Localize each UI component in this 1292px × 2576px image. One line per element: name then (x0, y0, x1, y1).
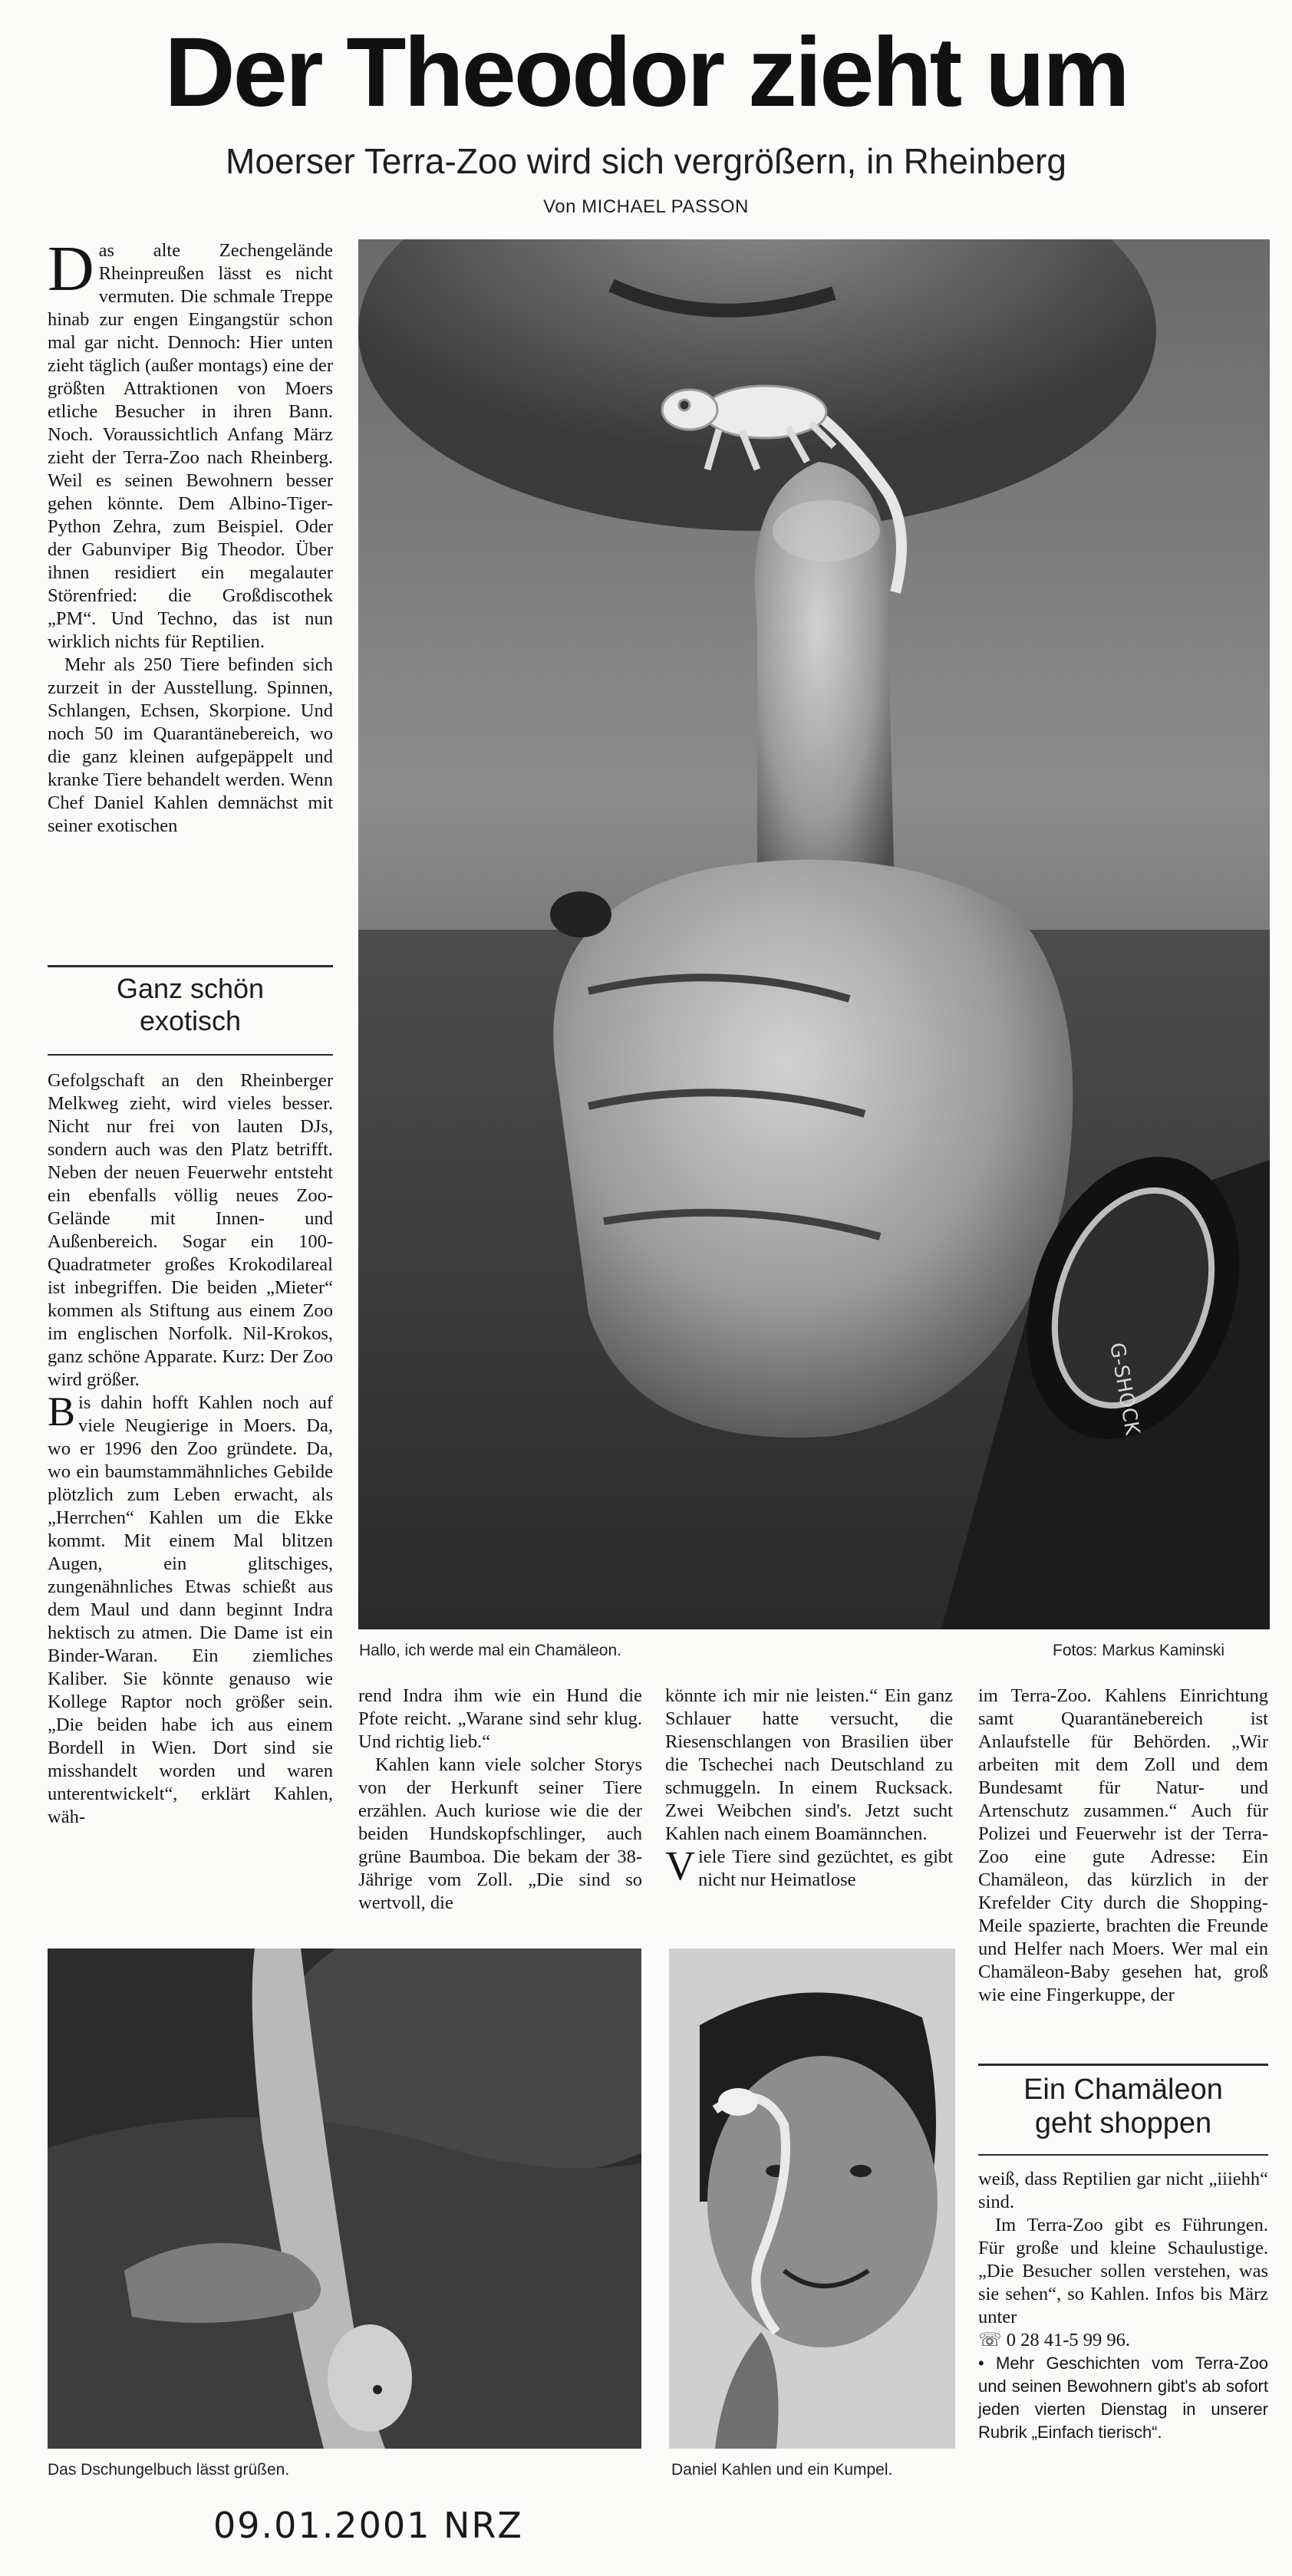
phone-number: ☏ 0 28 41-5 99 96. (978, 2330, 1131, 2350)
main-photo (358, 239, 1270, 1629)
watch-brand-label: G-SHOCK (1105, 1341, 1144, 1437)
paragraph: Im Terra-Zoo gibt es Führungen. Für große und kleine Schaulustige. „Die Besucher sollen verstehen, was sie sehen“, so Kahlen. Infos bis März unter (978, 2215, 1268, 2327)
paragraph: weiß, dass Reptilien gar nicht „iiiehh“ sind. (978, 2169, 1268, 2212)
portrait-photo-caption: Daniel Kahlen und ein Kumpel. (671, 2461, 893, 2479)
photo-credit: Fotos: Markus Kaminski (1053, 1642, 1225, 1659)
date-stamp: 09.01.2001 NRZ (213, 2505, 523, 2546)
paragraph: rend Indra ihm wie ein Hund die Pfote reicht. „Warane sind sehr klug. Und richtig lieb.“ (358, 1685, 642, 1752)
column-4-upper (978, 1685, 1268, 2007)
box-rule-bottom (48, 1054, 333, 1056)
drop-cap: V (665, 1843, 695, 1889)
rubric-note: • Mehr Geschichten vom Terra-Zoo und seinen Bewohnern gibt's ab sofort jeden vierten Dienstag in unserer Rubrik „Einfach tierisch“. (978, 2354, 1268, 2442)
box-rule-top (978, 2064, 1268, 2066)
subheadline: Moerser Terra-Zoo wird sich vergrößern, in Rheinberg (226, 141, 1066, 181)
section-head-shoppen: Ein Chamäleon geht shoppen (1023, 2074, 1223, 2140)
lizard-photo-caption: Das Dschungelbuch lässt grüßen. (48, 2461, 290, 2479)
paragraph: im Terra-Zoo. Kahlens Einrichtung samt Quarantänebereich ist Anlaufstelle für Behörden. „Wir arbeiten mit dem Zoll und dem Bundesamt für Natur- und Artenschutz zusammen.“ Auch für Polizei und Feuerwehr ist der Terra-Zoo eine gute Adresse: Ein Chamäleon, das kürzlich in der Krefelder City durch die Shopping-Meile spazierte, brachten die Freunde und Helfer nach Moers. Wer mal ein Chamäleon-Baby gesehen hat, groß wie eine Fingerkuppe, der (978, 1685, 1268, 2005)
paragraph: Gefolgschaft an den Rheinberger Melkweg zieht, wird vieles besser. Nicht nur frei von lauten DJs, sondern auch was den Platz betrifft. Neben der neuen Feuerwehr entsteht ein ebenfalls völlig neues Zoo-Gelände mit Innen- und Außenbereich. Sogar ein 100-Quadratmeter großes Krokodilareal ist inbegriffen. Die beiden „Mieter“ kommen als Stiftung aus einem Zoo im englischen Norfolk. Nil-Krokos, ganz schöne Apparate. Kurz: Der Zoo wird größer. (48, 1070, 333, 1390)
byline: Von MICHAEL PASSON (543, 196, 749, 217)
box-rule-top (48, 965, 333, 967)
box-rule-bottom (978, 2154, 1268, 2156)
main-photo-caption: Hallo, ich werde mal ein Chamäleon. (359, 1642, 621, 1659)
paragraph-dropcap: Bis dahin hofft Kahlen noch auf viele Neugierige in Moers. Da, wo er 1996 den Zoo gründete. Da, wo ein baumstammähnliches Gebilde plötzlich zum Leben erwacht, als „Herrchen“ Kahlen um die Ekke kommt. Mit einem Mal blitzen Augen, ein glitschiges, zungenähnliches Etwas schießt aus dem Maul und dann beginnt Indra hektisch zu atmen. Die Dame ist ein Binder-Waran. Ein ziemliches Kaliber. Sie könnte genauso wie Kollege Raptor noch größer sein. „Die beiden habe ich aus einem Bordell in Wien. Dort sind sie misshandelt worden und waren unterentwickelt“, erklärt Kahlen, wäh- (48, 1388, 333, 1827)
paragraph: Mehr als 250 Tiere befinden sich zurzeit in der Ausstellung. Spinnen, Schlangen, Echsen, Skorpione. Und noch 50 im Quarantänebereich, wo die ganz kleinen aufgepäppelt und kranke Tiere behandelt werden. Wenn Chef Daniel Kahlen demnächst mit seiner exotischen (48, 654, 333, 836)
lizard-photo (48, 1948, 641, 2449)
column-3 (665, 1685, 953, 1892)
drop-cap: B (48, 1388, 76, 1435)
column-4-lower (978, 2168, 1268, 2444)
column-2 (358, 1685, 642, 1915)
column-1-lower (48, 1069, 333, 1829)
headline: Der Theodor zieht um (164, 18, 1128, 127)
lead-paragraph: Das alte Zechengelände Rheinpreußen lässt es nicht vermuten. Die schmale Treppe hinab zur engen Eingangstür schon mal gar nicht. Dennoch: Hier unten zieht täglich (außer montags) eine der größten Attraktionen von Moers etliche Besucher in ihren Bann. Noch. Voraussichtlich Anfang März zieht der Terra-Zoo nach Rheinberg. Weil es seinen Bewohnern besser gehen könnte. Dem Albino-Tiger-Python Zehra, zum Beispiel. Oder der Gabunviper Big Theodor. Über ihnen residiert ein megalauter Störenfried: die Großdiscothek „PM“. Und Techno, das ist nun wirklich nichts für Reptilien. (48, 233, 333, 652)
paragraph-dropcap: Viele Tiere sind gezüchtet, es gibt nicht nur Heimatlose (665, 1843, 953, 1890)
drop-cap: D (48, 233, 94, 305)
thumb-chameleon-illustration (358, 239, 1270, 1629)
column-1-upper (48, 233, 333, 838)
portrait-photo (669, 1948, 955, 2449)
section-head-exotisch: Ganz schön exotisch (116, 973, 265, 1036)
paragraph: könnte ich mir nie leisten.“ Ein ganz Schlauer hatte versucht, die Riesenschlangen von Brasilien über die Tschechei nach Deutschland zu schmuggeln. In einem Rucksack. Zwei Weibchen sind's. Jetzt sucht Kahlen nach einem Boamännchen. (665, 1685, 953, 1844)
paragraph: Kahlen kann viele solcher Storys von der Herkunft seiner Tiere erzählen. Auch kuriose wie die der beiden Hundskopfschlinger, auch grüne Baumboa. Die bekam der 38-Jährige vom Zoll. „Die sind so wertvoll, die (358, 1754, 642, 1913)
